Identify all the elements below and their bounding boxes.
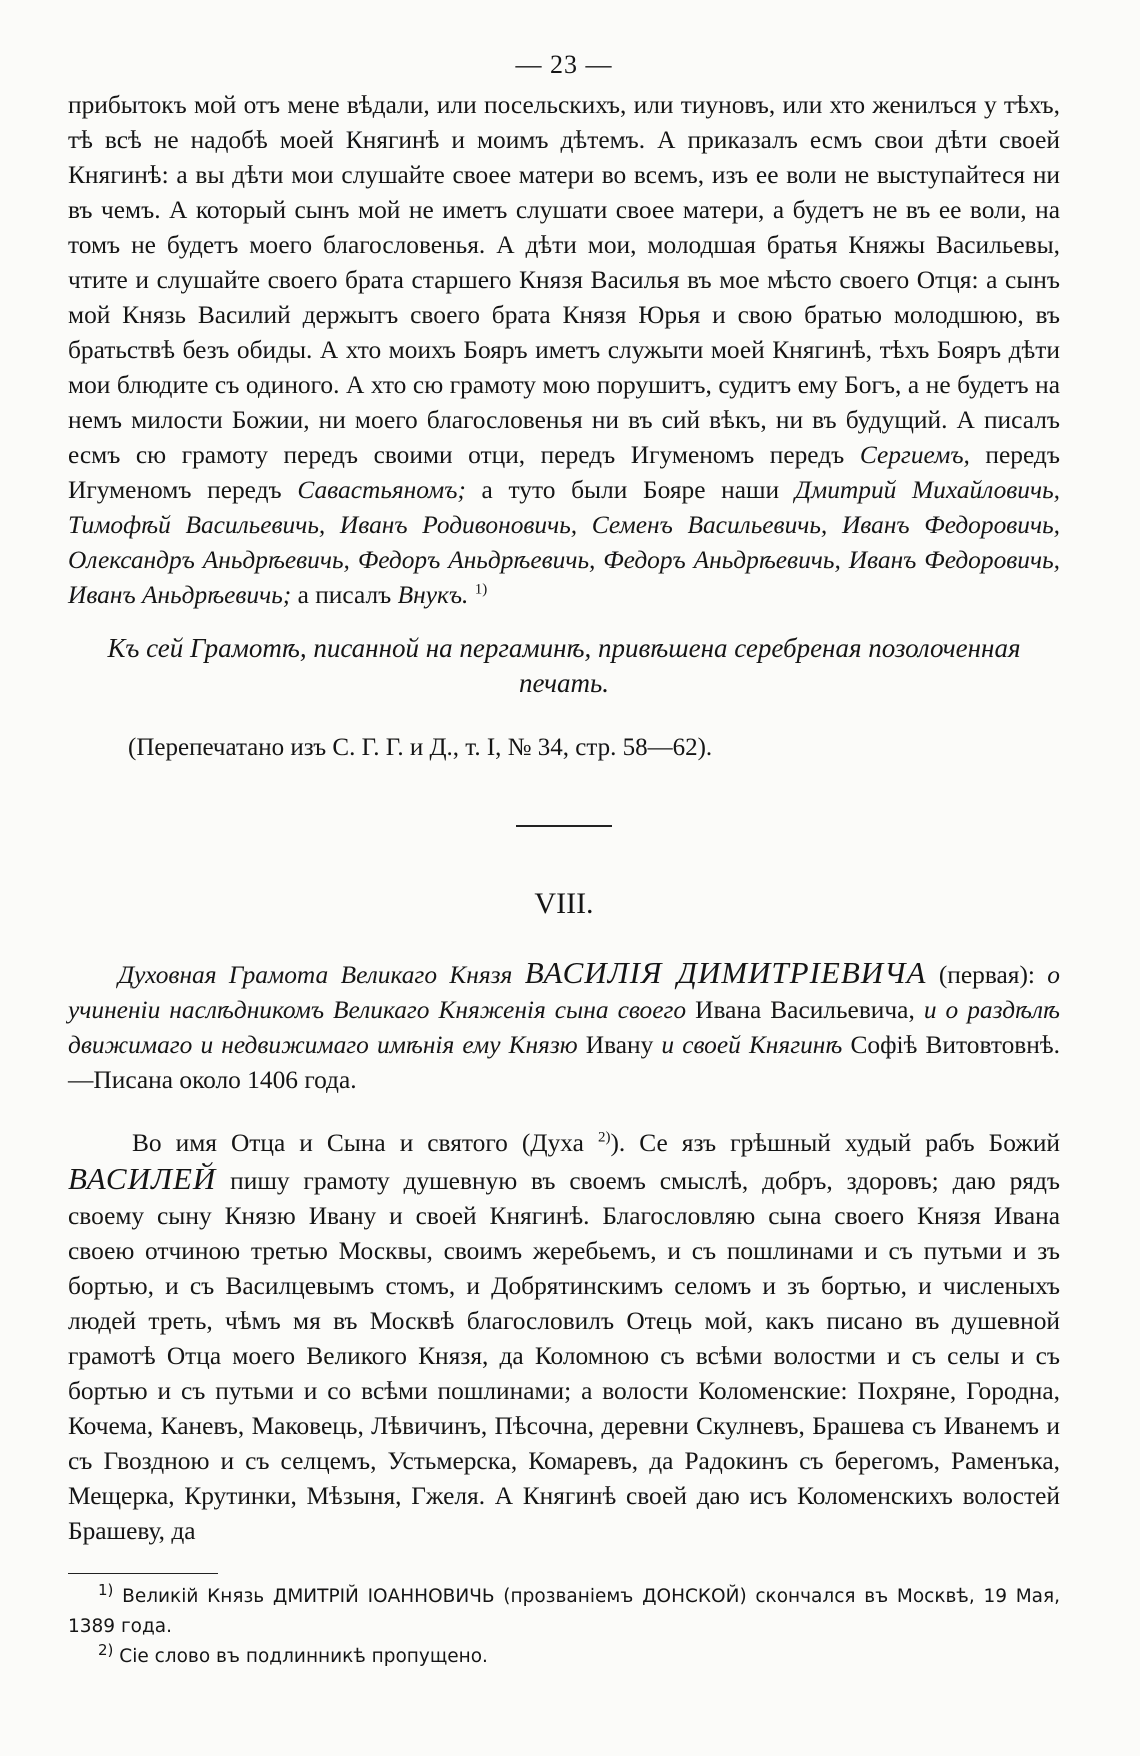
heading-part1: Духовная Грамота Великаго Князя	[118, 961, 513, 989]
name-savastyan: Савастьяномъ;	[297, 476, 466, 504]
footnote-1	[68, 1582, 1060, 1642]
scribe-intro: а писалъ	[291, 581, 392, 609]
testament-paragraph	[68, 1126, 1060, 1549]
footnote-1-mark: 1)	[98, 1580, 114, 1599]
footnote-2	[68, 1642, 1060, 1672]
para1-mid: передъ Игуменомъ передъ	[68, 441, 1060, 504]
footnote-ref-1: 1)	[474, 581, 488, 598]
footnote-1-text: Великій Князь ДМИТРІЙ ІОАННОВИЧЬ (прозваніемъ ДОНСКОЙ) скончался въ Москвѣ, 19 Мая, 1389 года.	[68, 1586, 1060, 1637]
footnote-2-text: Сіе слово въ подлинникѣ пропущено.	[119, 1646, 488, 1667]
page-number: — 23 —	[515, 50, 613, 79]
heading-part5: и о раздѣлѣ движимаго и недвижимаго имѣнія ему Князю	[68, 996, 1060, 1059]
heading-part7: и своей Княгинѣ	[661, 1031, 843, 1059]
para2-rest: пишу грамоту душевную въ своемъ смыслѣ, добръ, здоровъ; даю рядъ своему сыну Князю Ивану и своей Княгинѣ. Благословляю сына своего Князя Ивана своею отчиною третью Москвы, своимъ жеребьемъ, и съ пошлинами и съ путьми и зъ бортью, и съ Василцевымъ стомъ, и Добрятинскимъ селомъ и зъ бортью, и численыхъ людей треть, чѣмъ мя въ Москвѣ благословилъ Отець мой, какъ писано въ душевной грамотѣ Отца моего Великого Князя, да Коломною съ всѣми волостми и съ селы и съ бортью и съ путьми и со всѣми пошлинами; а волости Коломенские: Похряне, Городна, Кочема, Каневъ, Маковець, Лѣвичинъ, Пѣсочна, деревни Скулневъ, Брашева съ Иванемъ и съ Гвоздною и съ селцемъ, Устьмерска, Комаревъ, да Радокинъ съ берегомъ, Раменъка, Мещерка, Крутинки, Мѣзыня, Гжеля. А Княгинѣ своей даю исъ Коломенскихъ волостей Брашеву, да	[68, 1167, 1060, 1545]
continued-paragraph	[68, 88, 1060, 613]
boyar-names: Дмитрий Михайловичь, Тимофѣй Васильевичь, Иванъ Родивоновичь, Семенъ Васильевичь, Иванъ Федоровичь, Олександръ Аньдрѣевичь, Федоръ Аньдрѣевичь, Федоръ Аньдрѣевичь, Иванъ Федоровичь, Иванъ Аньдрѣевичь;	[68, 476, 1061, 609]
footnote-ref-2: 2)	[597, 1129, 611, 1146]
scribe-name: Внукъ.	[397, 581, 469, 609]
name-sergiem: Сергиемъ,	[859, 441, 970, 469]
footnotes	[68, 1582, 1060, 1672]
heading-name: ВАСИЛІЯ ДИМИТРІЕВИЧА	[524, 955, 927, 990]
para2-start: Во имя Отца и Сына и святого (Духа	[132, 1129, 584, 1157]
document-heading	[68, 955, 1060, 1098]
name-vasiley: ВАСИЛЕЙ	[68, 1161, 217, 1196]
heading-part3: о учиненіи наслѣдникомъ Великаго Княженія сына своего	[68, 961, 1060, 1024]
heading-part6: Ивану	[585, 1031, 654, 1059]
heading-part4: Ивана Васильевича,	[695, 996, 915, 1024]
heading-part8: Софіѣ Витовтовнѣ.—Писана около 1406 года.	[68, 1031, 1060, 1094]
seal-note: Къ сей Грамотѣ, писанной на пергаминѣ, привѣшена серебреная позолоченная печать.	[107, 633, 1021, 698]
section-number: VIII.	[534, 887, 594, 920]
boyars-intro: а туто были Бояре наши	[465, 476, 780, 504]
para2-after-ref: ). Се язъ грѣшный худый рабъ Божий	[610, 1129, 1060, 1157]
section-divider	[516, 825, 612, 827]
heading-part2: (первая):	[938, 961, 1035, 989]
para1-text: прибытокъ мой отъ мене вѣдали, или посельскихъ, или тиуновъ, или хто женилъся у тѣхъ, тѣ всѣ не надобѣ моей Княгинѣ и моимъ дѣтемъ. А приказалъ есмъ свои дѣти своей Княгинѣ: а вы дѣти мои слушайте своее матери во всемъ, изъ ее воли не выступайтеся ни въ чемъ. А который сынъ мой не иметъ слушати своее матери, а будетъ не въ ее воли, на томъ не будетъ моего благословенья. А дѣти мои, молодшая братья Княжы Васильевы, чтите и слушайте своего брата старшего Князя Василья въ мое мѣсто своего Отця: а сынъ мой Князь Василий держытъ своего брата Князя Юрья и свою братью молодшюю, въ братьствѣ безъ обиды. А хто моихъ Бояръ иметъ служыти моей Княгинѣ, тѣхъ Бояръ дѣти мои блюдите съ одиного. А хто сю грамоту мою порушитъ, судитъ ему Богъ, а не будетъ на немъ милости Божии, ни моего благословенья ни въ сий вѣкъ, ни въ будущий. А писалъ есмъ сю грамоту передъ своими отци, передъ Игуменомъ передъ	[68, 91, 1060, 469]
footnote-2-mark: 2)	[98, 1640, 114, 1659]
footnote-divider	[68, 1573, 218, 1574]
reprint-note: (Перепечатано изъ С. Г. Г. и Д., т. I, № 34, стр. 58—62).	[128, 734, 713, 761]
